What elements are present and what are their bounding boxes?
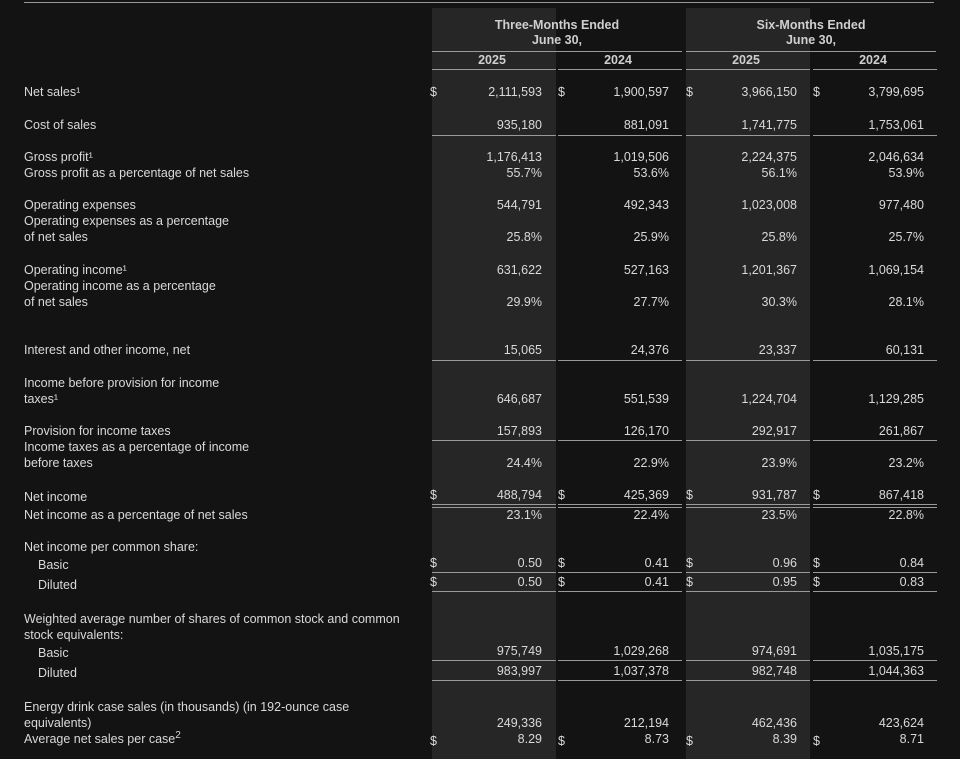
- value-cell: 25.8%: [761, 230, 797, 244]
- three-months-header-line1: Three-Months Ended: [494, 18, 620, 32]
- double-rule: [558, 504, 682, 505]
- row-label-income-before-taxes: Income before provision for income: [24, 376, 220, 390]
- value-cell: 551,539: [623, 392, 669, 406]
- year-header: 2024: [604, 53, 632, 67]
- value-cell: 1,900,597: [613, 85, 669, 99]
- value-cell: 23.2%: [888, 456, 924, 470]
- double-rule: [558, 591, 682, 592]
- six-months-header: [686, 18, 936, 48]
- three-months-header-line2: June 30,: [531, 33, 583, 47]
- value-cell: 55.7%: [506, 166, 542, 180]
- row-label-income-before-taxes-cont: taxes¹: [24, 392, 59, 406]
- row-label-gross-profit: Gross profit¹: [24, 150, 93, 164]
- value-cell: 1,753,061: [868, 118, 924, 132]
- footnote-marker: 2: [175, 729, 181, 741]
- currency-symbol: $: [430, 734, 437, 748]
- value-cell: 8.73: [644, 732, 669, 746]
- subtotal-rule: [558, 440, 682, 441]
- value-cell: 0.50: [517, 556, 542, 570]
- value-cell: 56.1%: [761, 166, 797, 180]
- currency-symbol: $: [686, 488, 693, 502]
- double-rule: [558, 572, 682, 573]
- value-cell: 0.83: [899, 575, 924, 589]
- row-label-operating-expenses-pct: Operating expenses as a percentage: [24, 214, 229, 228]
- value-cell: 30.3%: [761, 295, 797, 309]
- row-label-operating-expenses-pct-cont: of net sales: [24, 230, 88, 244]
- value-cell: 28.1%: [888, 295, 924, 309]
- value-cell: 935,180: [496, 118, 542, 132]
- year-header-rule: [686, 69, 810, 70]
- value-cell: 60,131: [885, 343, 924, 357]
- value-cell: 488,794: [496, 488, 542, 502]
- value-cell: 8.29: [517, 732, 542, 746]
- value-cell: 462,436: [751, 716, 797, 730]
- double-rule: [432, 572, 556, 573]
- value-cell: 24.4%: [506, 456, 542, 470]
- currency-symbol: $: [686, 85, 693, 99]
- subtotal-rule: [686, 440, 810, 441]
- value-cell: 1,224,704: [741, 392, 797, 406]
- subtotal-rule: [432, 135, 556, 136]
- value-cell: 423,624: [878, 716, 924, 730]
- row-label-income-tax-pct-cont: before taxes: [24, 456, 93, 470]
- value-cell: 212,194: [623, 716, 669, 730]
- row-label-avg-net-sales-per-case: [24, 729, 181, 747]
- value-cell: 1,035,175: [868, 644, 924, 658]
- value-cell: 25.8%: [506, 230, 542, 244]
- value-cell: 23.9%: [761, 456, 797, 470]
- three-months-header: [432, 18, 682, 48]
- currency-symbol: $: [813, 575, 820, 589]
- value-cell: 646,687: [496, 392, 542, 406]
- subtotal-rule: [813, 440, 937, 441]
- double-rule: [432, 504, 556, 505]
- double-rule: [686, 504, 810, 505]
- value-cell: 1,044,363: [868, 664, 924, 678]
- double-rule: [432, 591, 556, 592]
- value-cell: 53.9%: [888, 166, 924, 180]
- year-header: 2025: [478, 53, 506, 67]
- currency-symbol: $: [558, 488, 565, 502]
- value-cell: 22.8%: [888, 508, 924, 522]
- value-cell: 977,480: [878, 198, 924, 212]
- top-rule: [24, 2, 934, 3]
- value-cell: 1,069,154: [868, 263, 924, 277]
- value-cell: 1,176,413: [486, 150, 542, 164]
- value-cell: 23.1%: [506, 508, 542, 522]
- row-label-operating-expenses: Operating expenses: [24, 198, 136, 212]
- value-cell: 2,046,634: [868, 150, 924, 164]
- row-label-gross-profit-pct: Gross profit as a percentage of net sales: [24, 166, 250, 180]
- value-cell: 23,337: [758, 343, 797, 357]
- double-rule: [686, 680, 810, 681]
- currency-symbol: $: [813, 734, 820, 748]
- value-cell: 425,369: [623, 488, 669, 502]
- double-rule: [686, 572, 810, 573]
- currency-symbol: $: [430, 556, 437, 570]
- six-months-header-line1: Six-Months Ended: [756, 18, 866, 32]
- subtotal-rule: [686, 135, 810, 136]
- row-label-eps-heading: Net income per common share:: [24, 540, 199, 554]
- avg-net-sales-label-text: Average net sales per case: [24, 732, 176, 746]
- double-rule: [813, 591, 937, 592]
- year-header-rule: [558, 69, 682, 70]
- subtotal-rule: [558, 135, 682, 136]
- currency-symbol: $: [430, 85, 437, 99]
- currency-symbol: $: [558, 575, 565, 589]
- value-cell: 631,622: [496, 263, 542, 277]
- value-cell: 261,867: [878, 424, 924, 438]
- row-label-shares-basic: Basic: [38, 646, 69, 660]
- currency-symbol: $: [558, 734, 565, 748]
- value-cell: 157,893: [496, 424, 542, 438]
- subtotal-rule: [432, 440, 556, 441]
- value-cell: 15,065: [503, 343, 542, 357]
- row-label-interest-other-income: Interest and other income, net: [24, 343, 191, 357]
- six-months-header-rule: [686, 51, 936, 52]
- value-cell: 8.71: [899, 732, 924, 746]
- row-label-shares-heading-cont: stock equivalents:: [24, 628, 124, 642]
- currency-symbol: $: [813, 85, 820, 99]
- value-cell: 2,224,375: [741, 150, 797, 164]
- row-label-net-sales: Net sales¹: [24, 85, 81, 99]
- value-cell: 126,170: [623, 424, 669, 438]
- row-label-operating-income: Operating income¹: [24, 263, 127, 277]
- currency-symbol: $: [686, 556, 693, 570]
- subtotal-rule: [686, 360, 810, 361]
- value-cell: 27.7%: [633, 295, 669, 309]
- value-cell: 29.9%: [506, 295, 542, 309]
- value-cell: 22.4%: [633, 508, 669, 522]
- value-cell: 0.41: [644, 575, 669, 589]
- value-cell: 22.9%: [633, 456, 669, 470]
- value-cell: 544,791: [496, 198, 542, 212]
- value-cell: 0.95: [772, 575, 797, 589]
- row-label-net-income: Net income: [24, 490, 88, 504]
- subtotal-rule: [432, 360, 556, 361]
- value-cell: 53.6%: [633, 166, 669, 180]
- value-cell: 3,966,150: [741, 85, 797, 99]
- value-cell: 492,343: [623, 198, 669, 212]
- value-cell: 867,418: [878, 488, 924, 502]
- currency-symbol: $: [686, 734, 693, 748]
- currency-symbol: $: [686, 575, 693, 589]
- currency-symbol: $: [558, 556, 565, 570]
- double-rule: [813, 680, 937, 681]
- value-cell: 983,997: [496, 664, 542, 678]
- value-cell: 25.7%: [888, 230, 924, 244]
- value-cell: 0.84: [899, 556, 924, 570]
- value-cell: 292,917: [751, 424, 797, 438]
- row-label-cost-of-sales: Cost of sales: [24, 118, 97, 132]
- row-label-income-tax-pct: Income taxes as a percentage of income: [24, 440, 250, 454]
- row-label-shares-diluted: Diluted: [38, 666, 77, 680]
- year-header: 2024: [859, 53, 887, 67]
- value-cell: 1,201,367: [741, 263, 797, 277]
- double-rule: [432, 660, 556, 661]
- value-cell: 0.96: [772, 556, 797, 570]
- row-label-provision-taxes: Provision for income taxes: [24, 424, 171, 438]
- value-cell: 527,163: [623, 263, 669, 277]
- value-cell: 931,787: [751, 488, 797, 502]
- value-cell: 1,019,506: [613, 150, 669, 164]
- value-cell: 8.39: [772, 732, 797, 746]
- currency-symbol: $: [813, 556, 820, 570]
- row-label-shares-heading: Weighted average number of shares of common stock and common: [24, 612, 400, 626]
- value-cell: 1,023,008: [741, 198, 797, 212]
- row-label-eps-basic: Basic: [38, 558, 69, 572]
- row-label-operating-income-pct-cont: of net sales: [24, 295, 88, 309]
- value-cell: 25.9%: [633, 230, 669, 244]
- year-header-rule: [813, 69, 937, 70]
- row-label-case-sales-cont: equivalents): [24, 716, 92, 730]
- value-cell: 0.41: [644, 556, 669, 570]
- currency-symbol: $: [558, 85, 565, 99]
- value-cell: 1,741,775: [741, 118, 797, 132]
- value-cell: 975,749: [496, 644, 542, 658]
- row-label-net-income-pct: Net income as a percentage of net sales: [24, 508, 248, 522]
- double-rule: [813, 504, 937, 505]
- currency-symbol: $: [813, 488, 820, 502]
- value-cell: 2,111,593: [488, 85, 542, 99]
- value-cell: 1,129,285: [868, 392, 924, 406]
- double-rule: [813, 572, 937, 573]
- double-rule: [686, 660, 810, 661]
- three-months-header-rule: [432, 51, 682, 52]
- double-rule: [558, 680, 682, 681]
- row-label-eps-diluted: Diluted: [38, 578, 77, 592]
- value-cell: 249,336: [496, 716, 542, 730]
- value-cell: 881,091: [623, 118, 669, 132]
- subtotal-rule: [813, 135, 937, 136]
- currency-symbol: $: [430, 575, 437, 589]
- row-label-case-sales: Energy drink case sales (in thousands) (in 192-ounce case: [24, 700, 350, 714]
- double-rule: [558, 660, 682, 661]
- double-rule: [432, 680, 556, 681]
- value-cell: 0.50: [517, 575, 542, 589]
- year-header-rule: [432, 69, 556, 70]
- double-rule: [686, 591, 810, 592]
- year-header: 2025: [732, 53, 760, 67]
- subtotal-rule: [813, 360, 937, 361]
- double-rule: [813, 660, 937, 661]
- value-cell: 23.5%: [761, 508, 797, 522]
- value-cell: 974,691: [751, 644, 797, 658]
- row-label-operating-income-pct: Operating income as a percentage: [24, 279, 216, 293]
- value-cell: 24,376: [630, 343, 669, 357]
- currency-symbol: $: [430, 488, 437, 502]
- six-months-header-line2: June 30,: [785, 33, 837, 47]
- value-cell: 3,799,695: [868, 85, 924, 99]
- subtotal-rule: [558, 360, 682, 361]
- value-cell: 1,037,378: [613, 664, 669, 678]
- value-cell: 982,748: [751, 664, 797, 678]
- value-cell: 1,029,268: [613, 644, 669, 658]
